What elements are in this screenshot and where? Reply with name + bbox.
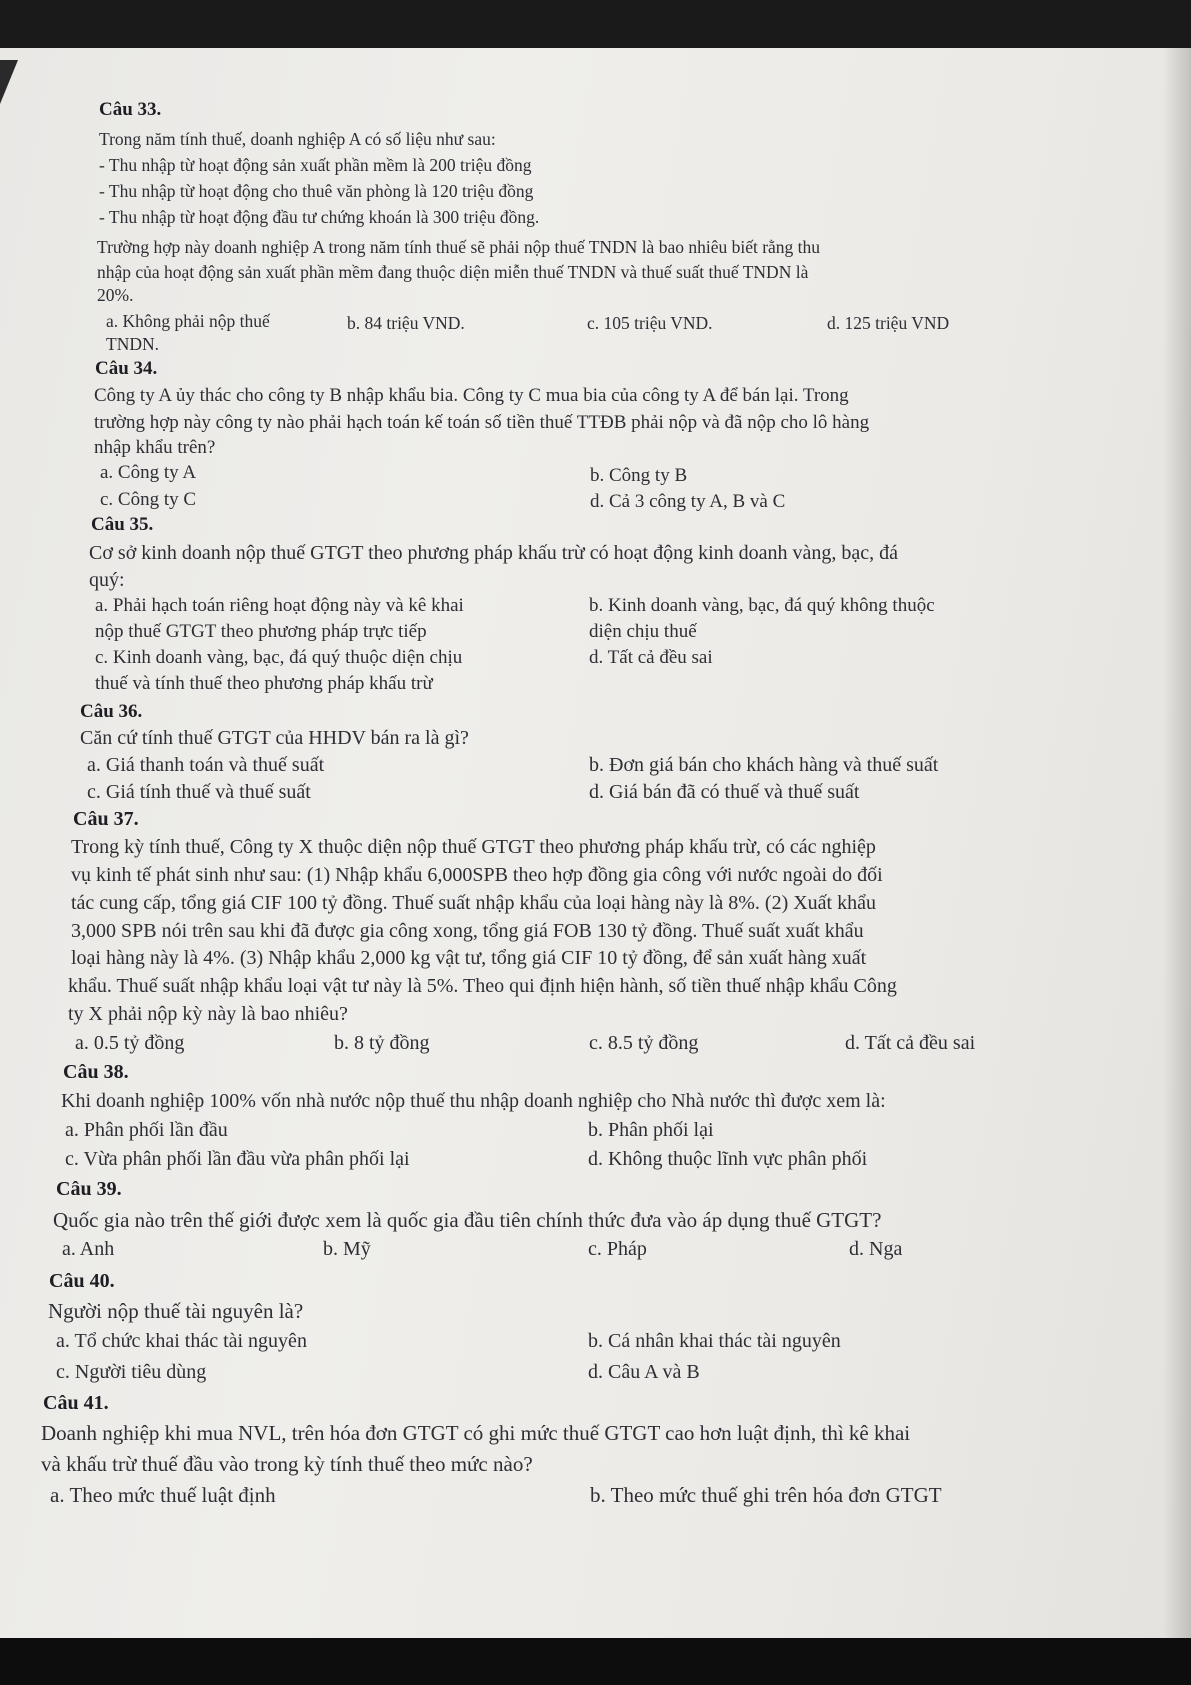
question-41-line: Doanh nghiệp khi mua NVL, trên hóa đơn GTGT có ghi mức thuế GTGT cao hơn luật định, thì kê khai	[41, 1421, 911, 1445]
question-38-option-a: a. Phân phối lần đầu	[65, 1119, 228, 1141]
question-35-option-b: b. Kinh doanh vàng, bạc, đá quý không thuộc	[589, 595, 935, 616]
background-strip	[0, 1638, 1191, 1685]
question-35-option-a: a. Phải hạch toán riêng hoạt động này và kê khai	[95, 595, 464, 616]
question-39-option-c: c. Pháp	[588, 1238, 647, 1260]
question-35-title: Câu 35.	[91, 514, 154, 535]
question-39-line: Quốc gia nào trên thế giới được xem là quốc gia đầu tiên chính thức đưa vào áp dụng thuế GTGT?	[53, 1208, 882, 1232]
question-39-option-b: b. Mỹ	[323, 1238, 371, 1260]
question-37-option-c: c. 8.5 tỷ đồng	[589, 1032, 699, 1054]
question-39-option-a: a. Anh	[62, 1238, 115, 1260]
question-38-option-c: c. Vừa phân phối lần đầu vừa phân phối lại	[65, 1148, 410, 1170]
question-37-line: ty X phải nộp kỳ này là bao nhiêu?	[68, 1003, 348, 1025]
question-40-title: Câu 40.	[49, 1270, 115, 1292]
question-33-option-a: TNDN.	[106, 334, 159, 354]
question-33-option-a: a. Không phải nộp thuế	[106, 311, 270, 331]
question-33-line: - Thu nhập từ hoạt động sản xuất phần mềm là 200 triệu đồng	[99, 155, 532, 175]
question-37-line: loại hàng này là 4%. (3) Nhập khẩu 2,000 kg vật tư, tổng giá CIF 10 tỷ đồng, để sản xuất hàng xuất	[71, 947, 867, 969]
question-37-line: 3,000 SPB nói trên sau khi đã được gia công xong, tổng giá FOB 130 tỷ đồng. Thuế suất xuất khẩu	[71, 920, 864, 942]
question-40-option-a: a. Tổ chức khai thác tài nguyên	[56, 1330, 307, 1352]
question-35-option-b: diện chịu thuế	[589, 621, 697, 642]
question-34-title: Câu 34.	[95, 358, 158, 379]
question-33-option-b: b. 84 triệu VND.	[347, 313, 465, 333]
question-35-line: quý:	[89, 569, 125, 591]
question-36-option-b: b. Đơn giá bán cho khách hàng và thuế suất	[589, 754, 939, 776]
question-34-option-b: b. Công ty B	[590, 465, 688, 486]
question-34-line: trường hợp này công ty nào phải hạch toán kế toán số tiền thuế TTĐB phải nộp và đã nộp cho lô hàng	[94, 412, 870, 433]
question-40-option-d: d. Câu A và B	[588, 1361, 700, 1383]
question-34-option-a: a. Công ty A	[100, 462, 197, 483]
question-33-line: Trường hợp này doanh nghiệp A trong năm tính thuế sẽ phải nộp thuế TNDN là bao nhiêu biết rằng thu	[97, 237, 821, 257]
question-37-line: tác cung cấp, tổng giá CIF 100 tỷ đồng. Thuế suất nhập khẩu của loại hàng này là 8%. (2) Xuất khẩu	[71, 892, 876, 914]
question-41-title: Câu 41.	[43, 1392, 109, 1414]
question-33-line: 20%.	[97, 285, 134, 305]
question-33-line: - Thu nhập từ hoạt động cho thuê văn phòng là 120 triệu đồng	[99, 181, 534, 201]
question-40-line: Người nộp thuế tài nguyên là?	[48, 1299, 304, 1323]
question-36-option-c: c. Giá tính thuế và thuế suất	[87, 781, 311, 803]
question-33-title: Câu 33.	[99, 99, 162, 120]
question-37-line: vụ kinh tế phát sinh như sau: (1) Nhập khẩu 6,000SPB theo hợp đồng gia công với nước ngoài do đối	[71, 864, 883, 886]
question-34-option-d: d. Cả 3 công ty A, B và C	[590, 491, 786, 512]
question-38-title: Câu 38.	[63, 1061, 129, 1083]
question-33-option-d: d. 125 triệu VND	[827, 313, 950, 333]
question-37-option-b: b. 8 tỷ đồng	[334, 1032, 430, 1054]
question-33-line: Trong năm tính thuế, doanh nghiệp A có số liệu như sau:	[99, 129, 496, 149]
question-37-option-a: a. 0.5 tỷ đồng	[75, 1032, 185, 1054]
question-40-option-b: b. Cá nhân khai thác tài nguyên	[588, 1330, 841, 1352]
question-38-option-b: b. Phân phối lại	[588, 1119, 714, 1141]
question-34-line: nhập khẩu trên?	[94, 437, 216, 458]
question-34-option-c: c. Công ty C	[100, 489, 197, 510]
question-39-title: Câu 39.	[56, 1178, 122, 1200]
question-41-option-b: b. Theo mức thuế ghi trên hóa đơn GTGT	[590, 1483, 942, 1507]
question-35-option-c: c. Kinh doanh vàng, bạc, đá quý thuộc diện chịu	[95, 647, 463, 668]
question-34-line: Công ty A ủy thác cho công ty B nhập khẩu bia. Công ty C mua bia của công ty A để bán lại. Trong	[94, 385, 849, 406]
question-36-option-d: d. Giá bán đã có thuế và thuế suất	[589, 781, 860, 803]
question-38-line: Khi doanh nghiệp 100% vốn nhà nước nộp thuế thu nhập doanh nghiệp cho Nhà nước thì được xem là:	[61, 1090, 886, 1112]
question-37-line: khẩu. Thuế suất nhập khẩu loại vật tư này là 5%. Theo qui định hiện hành, số tiền thuế nhập khẩu Công	[68, 975, 897, 997]
question-37-option-d: d. Tất cả đều sai	[845, 1032, 976, 1054]
question-37-line: Trong kỳ tính thuế, Công ty X thuộc diện nộp thuế GTGT theo phương pháp khấu trừ, có các nghiệp	[71, 836, 876, 858]
question-38-option-d: d. Không thuộc lĩnh vực phân phối	[588, 1148, 868, 1170]
question-36-title: Câu 36.	[80, 701, 143, 722]
question-37-title: Câu 37.	[73, 808, 139, 830]
question-36-line: Căn cứ tính thuế GTGT của HHDV bán ra là gì?	[80, 727, 469, 749]
question-40-option-c: c. Người tiêu dùng	[56, 1361, 207, 1383]
question-41-line: và khấu trừ thuế đầu vào trong kỳ tính thuế theo mức nào?	[41, 1452, 533, 1476]
question-35-option-d: d. Tất cả đều sai	[589, 647, 713, 668]
question-35-line: Cơ sở kinh doanh nộp thuế GTGT theo phương pháp khấu trừ có hoạt động kinh doanh vàng, bạc, đá	[89, 542, 899, 564]
page-edge-shadow	[1163, 48, 1191, 1638]
question-36-option-a: a. Giá thanh toán và thuế suất	[87, 754, 325, 776]
question-41-option-a: a. Theo mức thuế luật định	[50, 1483, 276, 1507]
question-35-option-a: nộp thuế GTGT theo phương pháp trực tiếp	[95, 621, 427, 642]
question-35-option-c: thuế và tính thuế theo phương pháp khấu trừ	[95, 673, 433, 694]
question-33-line: - Thu nhập từ hoạt động đầu tư chứng khoán là 300 triệu đồng.	[99, 207, 540, 227]
question-39-option-d: d. Nga	[849, 1238, 903, 1260]
question-33-option-c: c. 105 triệu VND.	[587, 313, 713, 333]
folded-corner	[0, 60, 18, 104]
question-33-line: nhập của hoạt động sản xuất phần mềm đang thuộc diện miễn thuế TNDN và thuế suất thuế TNDN là	[97, 262, 809, 282]
